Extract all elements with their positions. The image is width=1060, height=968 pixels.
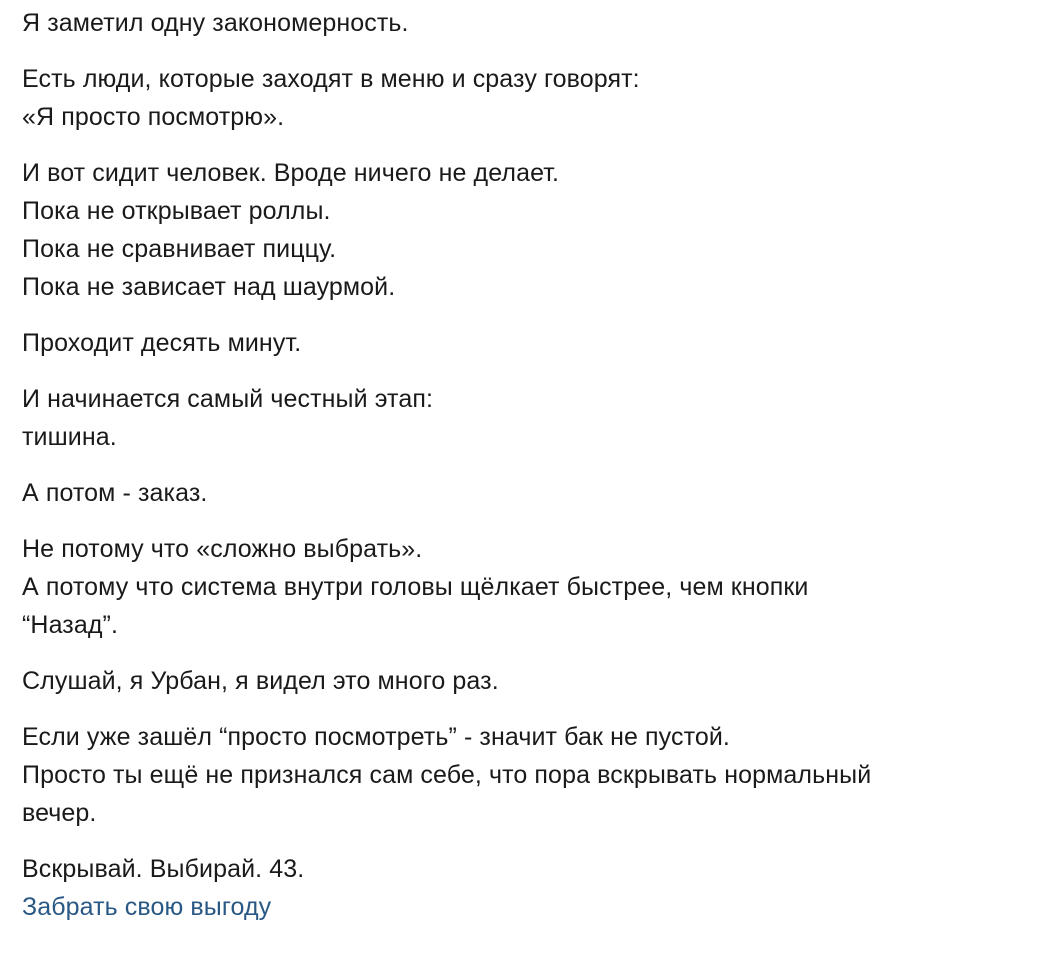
paragraph [22, 380, 1042, 456]
paragraph [22, 474, 1042, 512]
text-line: “Назад”. [22, 611, 119, 639]
text-line: А потому что система внутри головы щёлкает быстрее, чем кнопки [22, 573, 809, 601]
text-line: А потом - заказ. [22, 479, 208, 507]
text-line: Пока не открывает роллы. [22, 197, 331, 225]
paragraph [22, 324, 1042, 362]
text-line: Я заметил одну закономерность. [22, 9, 409, 37]
text-line: Не потому что «сложно выбрать». [22, 535, 423, 563]
text-line: Если уже зашёл “просто посмотреть” - значит бак не пустой. [22, 723, 730, 751]
closing-line: Вскрывай. Выбирай. 43. [22, 855, 305, 883]
paragraph [22, 4, 1042, 42]
claim-offer-link[interactable]: Забрать свою выгоду [22, 893, 272, 921]
text-line: тишина. [22, 423, 117, 451]
text-line: И начинается самый честный этап: [22, 385, 433, 413]
paragraph [22, 530, 1042, 644]
text-line: Пока не сравнивает пиццу. [22, 235, 337, 263]
text-line: Пока не зависает над шаурмой. [22, 273, 396, 301]
text-line: Просто ты ещё не признался сам себе, что пора вскрывать нормальный [22, 761, 872, 789]
text-line: Проходит десять минут. [22, 329, 302, 357]
post-text [22, 4, 1042, 926]
text-line: И вот сидит человек. Вроде ничего не делает. [22, 159, 560, 187]
paragraph [22, 60, 1042, 136]
text-line: Слушай, я Урбан, я видел это много раз. [22, 667, 499, 695]
paragraph-closing [22, 850, 1042, 926]
paragraph [22, 662, 1042, 700]
paragraph [22, 154, 1042, 306]
text-line: вечер. [22, 799, 97, 827]
paragraph [22, 718, 1042, 832]
text-line: «Я просто посмотрю». [22, 103, 285, 131]
text-line: Есть люди, которые заходят в меню и сразу говорят: [22, 65, 640, 93]
